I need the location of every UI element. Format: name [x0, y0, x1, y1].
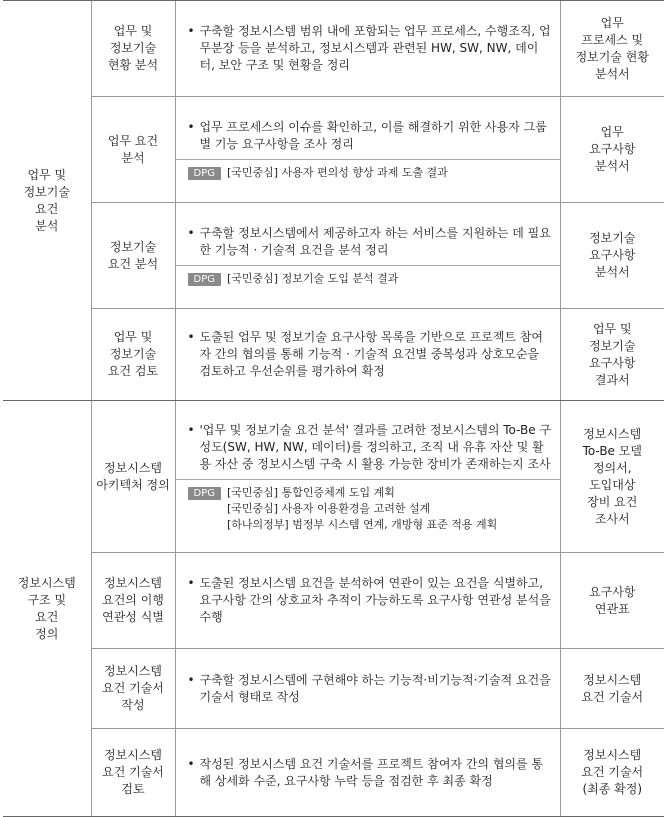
dpg-badge: DPG	[188, 273, 221, 286]
output-document: 요구사항 연관표	[560, 553, 664, 649]
task-description	[175, 649, 560, 729]
task-label: 업무 및 정보기술 현황 분석	[91, 1, 175, 97]
task-description	[175, 203, 560, 309]
task-description	[175, 401, 560, 553]
task-description	[175, 1, 560, 97]
output-document: 업무 및 정보기술 요구사항 결과서	[560, 309, 664, 401]
task-label: 정보시스템 아키텍처 정의	[91, 401, 175, 553]
task-description	[175, 309, 560, 401]
dpg-item: [국민중심] 통합인증체계 도입 계획	[226, 485, 395, 499]
dpg-item: [국민중심] 사용자 편의성 향상 과제 도출 결과	[226, 166, 448, 179]
output-document: 정보시스템 요건 기술서 (최종 확정)	[560, 729, 664, 817]
task-description	[175, 553, 560, 649]
task-label: 정보시스템 요건 기술서 검토	[91, 729, 175, 817]
phase-label: 정보시스템 구조 및 요건 정의	[3, 401, 91, 817]
bullet-icon: •	[187, 330, 195, 344]
dpg-item: [하나의정부] 범정부 시스템 연계, 개방형 표준 적용 계획	[226, 517, 498, 531]
description-text: 도출된 정보시스템 요건을 분석하여 연관이 있는 요건을 식별하고, 요구사항 간의 상호교차 추적이 가능하도록 요구사항 연관성 분석을 수행	[199, 576, 551, 624]
output-document: 정보시스템 요건 기술서	[560, 649, 664, 729]
dpg-item: [국민중심] 사용자 이용환경을 고려한 설계	[226, 501, 431, 515]
dpg-item: [국민중심] 정보기술 도입 분석 결과	[226, 272, 399, 285]
output-document: 정보시스템 To-Be 모델 정의서, 도입대상 장비 요건 조사서	[560, 401, 664, 553]
output-document: 업무 프로세스 및 정보기술 현황 분석서	[560, 1, 664, 97]
table-row	[3, 553, 664, 649]
task-label: 정보시스템 요건 기술서 작성	[91, 649, 175, 729]
description-text: 구축할 정보시스템에서 제공하고자 하는 서비스를 지원하는 데 필요한 기능적 · 기술적 요건을 분석 정리	[199, 226, 551, 257]
table-row	[3, 401, 664, 553]
table-row	[3, 1, 664, 97]
bullet-icon: •	[187, 24, 195, 38]
table-row	[3, 649, 664, 729]
task-label: 정보기술 요건 분석	[91, 203, 175, 309]
task-label: 업무 및 정보기술 요건 검토	[91, 309, 175, 401]
table-row	[3, 203, 664, 309]
task-label: 업무 요건 분석	[91, 97, 175, 203]
bullet-icon: •	[187, 756, 195, 771]
bullet-icon: •	[187, 576, 195, 590]
task-description	[175, 729, 560, 817]
output-document: 업무 요구사항 분석서	[560, 97, 664, 203]
table-row	[3, 309, 664, 401]
bullet-icon: •	[187, 226, 195, 240]
description-text: 작성된 정보시스템 요건 기술서를 프로젝트 참여자 간의 협의를 통해 상세화 수준, 요구사항 누락 등을 점검한 후 최종 확정	[199, 756, 544, 788]
task-description	[175, 97, 560, 203]
table-row	[3, 729, 664, 817]
dpg-box	[176, 479, 560, 538]
description-text: 구축할 정보시스템 범위 내에 포함되는 업무 프로세스, 수행조직, 업무분장 등을 분석하고, 정보시스템과 관련된 HW, SW, NW, 데이터, 보안 구조 및 현황을 정리	[199, 24, 551, 72]
description-text: '업무 및 정보기술 요건 분석' 결과를 고려한 정보시스템의 To-Be 구성도(SW, HW, NW, 데이터)를 정의하고, 조직 내 유휴 자산 및 활용 자산 중 정보시스템 구축 시 활용 가능한 장비가 존재하는지 조사	[199, 422, 552, 471]
bullet-icon: •	[187, 672, 195, 687]
process-table	[3, 0, 664, 817]
output-document: 정보기술 요구사항 분석서	[560, 203, 664, 309]
description-text: 업무 프로세스의 이슈를 확인하고, 이를 해결하기 위한 사용자 그룹별 기능 요구사항을 조사 정리	[199, 120, 547, 151]
dpg-badge: DPG	[188, 487, 221, 500]
bullet-icon: •	[187, 422, 195, 437]
task-label: 정보시스템 요건의 이행 연관성 식별	[91, 553, 175, 649]
description-text: 구축할 정보시스템에 구현해야 하는 기능적·비기능적·기술적 요건을 기술서 형태로 작성	[199, 672, 551, 704]
dpg-box	[176, 159, 560, 186]
dpg-badge: DPG	[188, 167, 221, 180]
description-text: 도출된 업무 및 정보기술 요구사항 목록을 기반으로 프로젝트 참여자 간의 협의를 통해 기능적 · 기술적 요건별 중복성과 상호모순을 검토하고 우선순위를 평가하여 확정	[199, 330, 544, 378]
phase-label: 업무 및 정보기술 요건 분석	[3, 1, 91, 401]
dpg-box	[176, 265, 560, 292]
bullet-icon: •	[187, 120, 195, 134]
table-row	[3, 97, 664, 203]
